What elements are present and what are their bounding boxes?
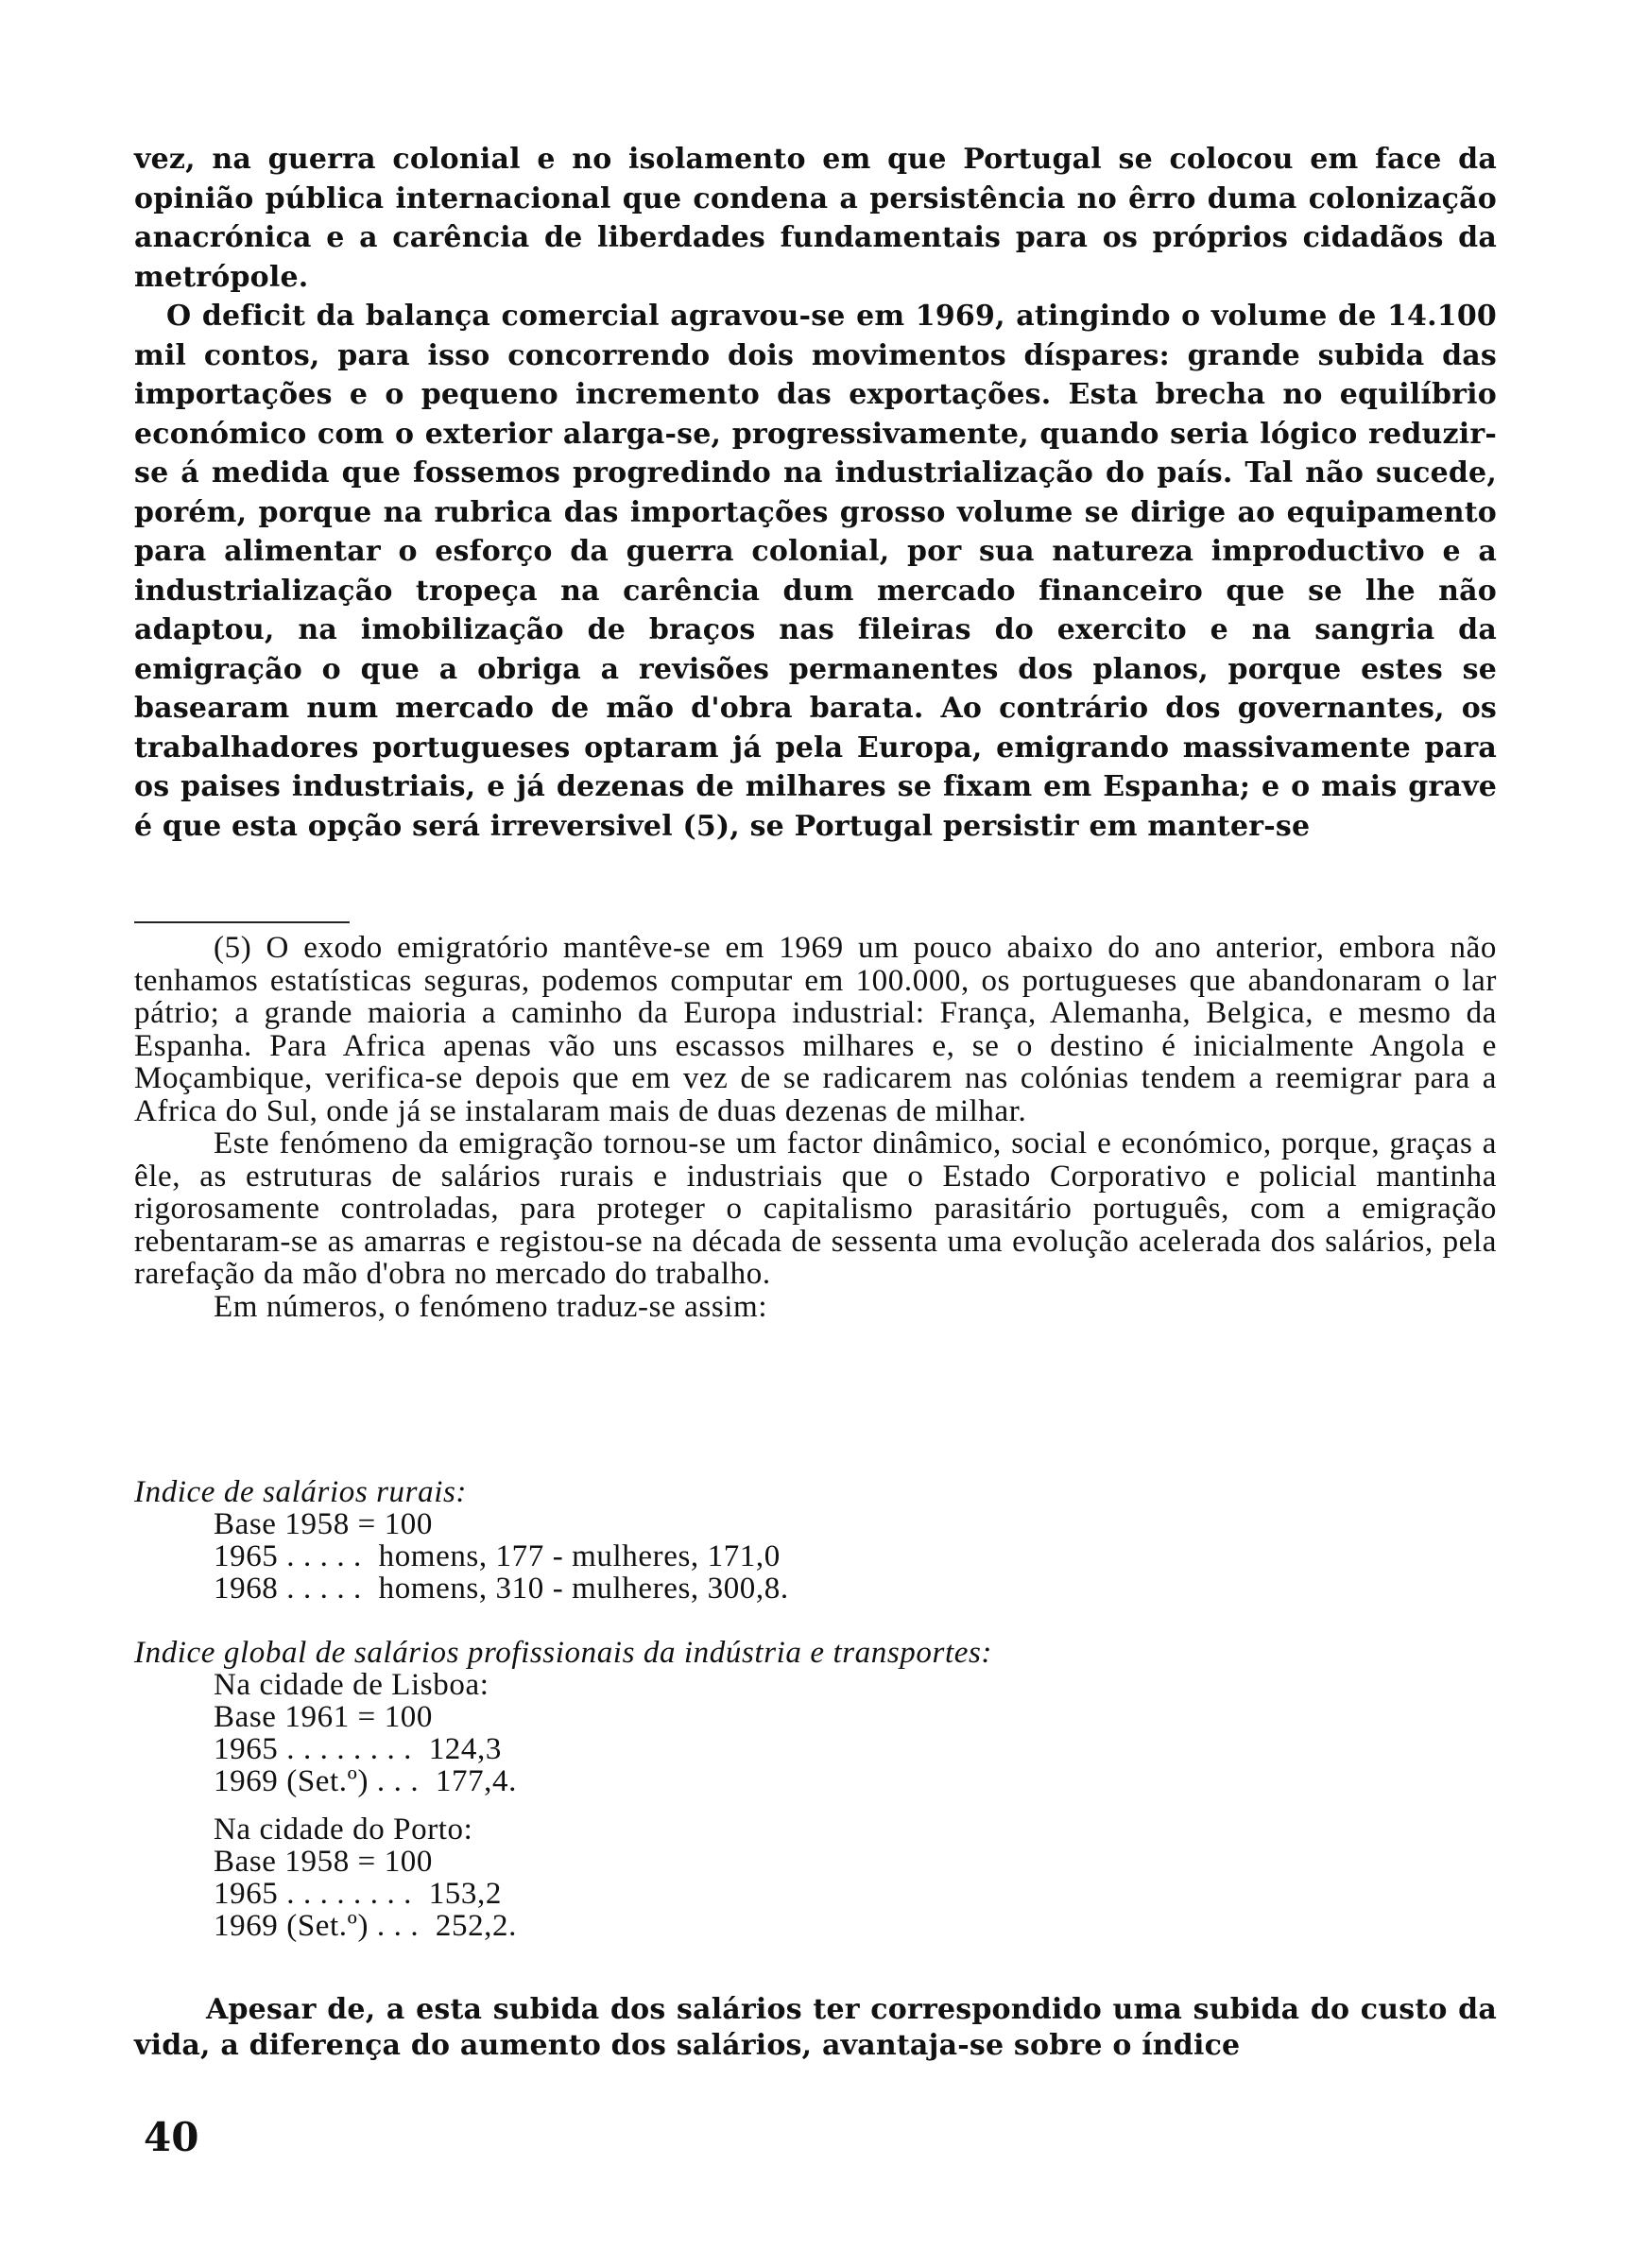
porto-line: 1965 . . . . . . . . 153,2 <box>214 1877 502 1911</box>
closing-paragraph: Apesar de, a esta subida dos salários ter correspondido uma subida do custo da vida, a diferença do aumento dos salários, avantaja-se sobre o índice <box>134 1993 1497 2062</box>
body-paragraph-2: O deficit da balança comercial agravou-se em 1969, atingindo o volume de 14.100 mil contos, para isso concorrendo dois movimentos díspares: grande subida das importações e o pequeno incremento das exportações. Esta brecha no equilíbrio económico com o exterior alarga-se, progressivamente, quando seria lógico reduzir-se á medida que fossemos progredindo na industrialização do país. Tal não sucede, porém, porque na rubrica das importações grosso volume se dirige ao equipamento para alimentar o esforço da guerra colonial, por sua natureza improductivo e a industrialização tropeça na carência dum mercado financeiro que se lhe não adaptou, na imobilização de braços nas fileiras do exercito e na sangria da emigração o que a obriga a revisões permanentes dos planos, porque estes se basearam num mercado de mão d'obra barata. Ao contrário dos governantes, os trabalhadores portugueses optaram já pela Europa, emigrando massivamente para os paises industriais, e já dezenas de milhares se fixam em Espanha; e o mais grave é que esta opção será irreversivel (5), se Portugal persistir em manter-se <box>134 300 1497 843</box>
porto-line: Base 1958 = 100 <box>214 1845 434 1879</box>
lisboa-line: Base 1961 = 100 <box>214 1700 434 1734</box>
industrial-wages-title: Indice global de salários profissionais da indústria e transportes: <box>134 1636 992 1670</box>
body-paragraph-1: vez, na guerra colonial e no isolamento em que Portugal se colocou em face da opinião pública internacional que condena a persistência no êrro duma colonização anacrónica e a carência de liberdades fundamentais para os próprios cidadãos da metrópole. <box>134 143 1497 294</box>
spacer <box>134 1605 1497 1637</box>
porto-line: 1969 (Set.º) . . . 252,2. <box>214 1909 517 1943</box>
wage-indices <box>134 1476 1497 1942</box>
footnote-paragraph-2: Este fenómeno da emigração tornou-se um factor dinâmico, social e económico, porque, graças a êle, as estruturas de salários rurais e industriais que o Estado Corporativo e policial mantinha rigorosamente controladas, para proteger o capitalismo parasitário português, com a emigração rebentaram-se as amarras e registou-se na década de sessenta uma evolução acelerada dos salários, pela rarefação da mão d'obra no mercado do trabalho. <box>134 1126 1497 1291</box>
footnote-separator <box>134 921 350 923</box>
rural-wages-line: Base 1958 = 100 <box>214 1507 434 1541</box>
rural-wages-line: 1968 . . . . . homens, 310 - mulheres, 300,8. <box>214 1572 789 1606</box>
rural-wages-title: Indice de salários rurais: <box>134 1475 467 1509</box>
footnote-paragraph-1: (5) O exodo emigratório mantêve-se em 1969 um pouco abaixo do ano anterior, embora não tenhamos estatísticas seguras, podemos computar em 100.000, os portugueses que abandonaram o lar pátrio; a grande maioria a caminho da Europa industrial: França, Alemanha, Belgica, e mesmo da Espanha. Para Africa apenas vão uns escassos milhares e, se o destino é inicialmente Angola e Moçambique, verifica-se depois que em vez de se radicarem nas colónias tendem a reemigrar para a Africa do Sul, onde já se instalaram mais de duas dezenas de milhar. <box>134 931 1497 1128</box>
main-text <box>134 140 1497 846</box>
closing-text <box>134 1992 1497 2064</box>
spacer <box>134 1797 1497 1813</box>
porto-line: Na cidade do Porto: <box>214 1813 473 1847</box>
lisboa-line: Na cidade de Lisboa: <box>214 1668 489 1702</box>
footnote <box>134 932 1497 1323</box>
rural-wages-line: 1965 . . . . . homens, 177 - mulheres, 171,0 <box>214 1539 781 1573</box>
footnote-paragraph-3: Em números, o fenómeno traduz-se assim: <box>214 1289 768 1324</box>
lisboa-line: 1969 (Set.º) . . . 177,4. <box>214 1764 517 1798</box>
page-number: 40 <box>144 2114 199 2160</box>
lisboa-line: 1965 . . . . . . . . 124,3 <box>214 1732 502 1766</box>
